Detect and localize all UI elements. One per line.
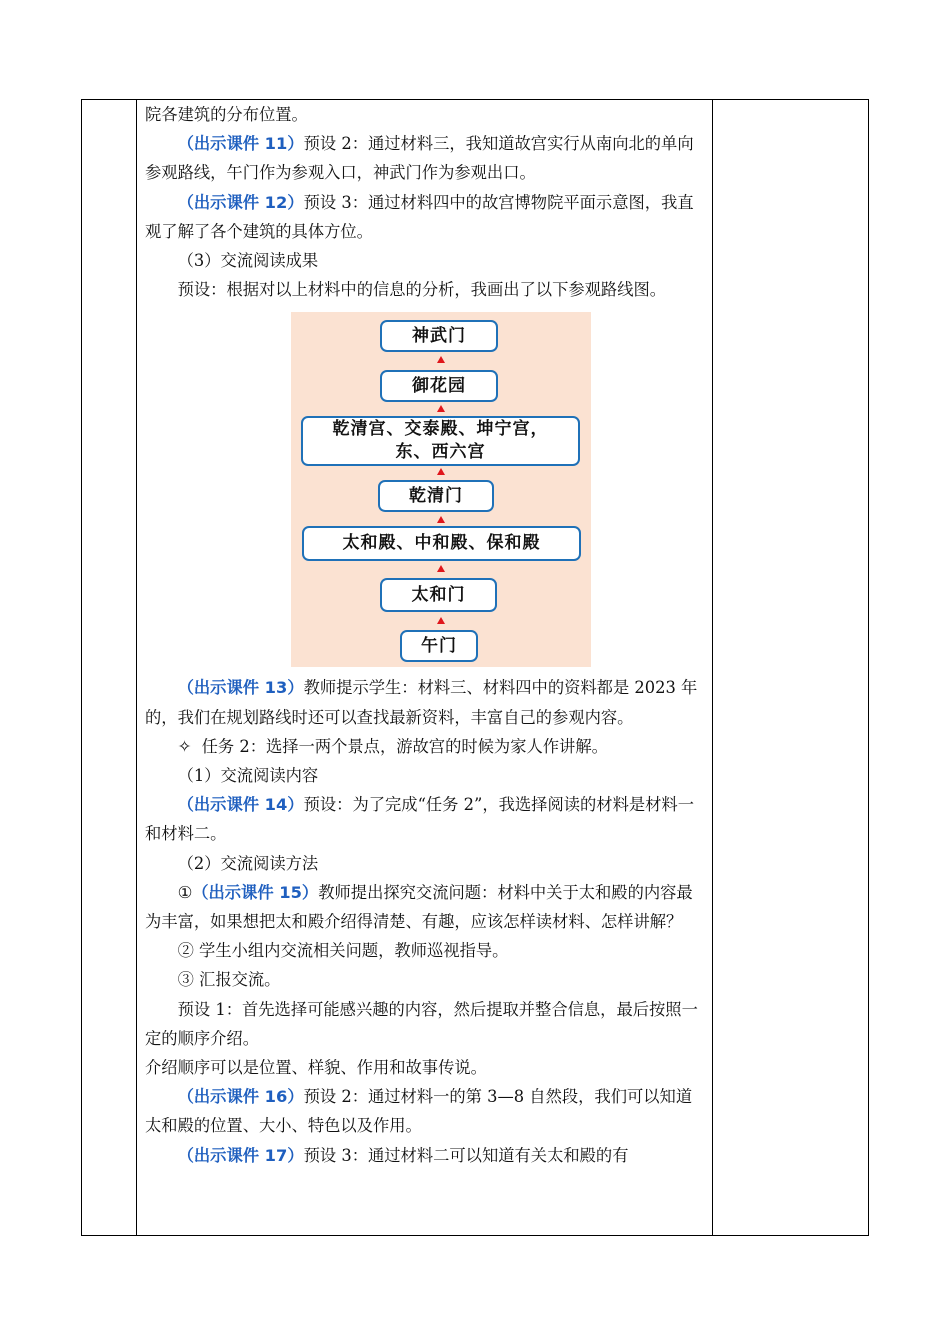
main-content-cell — [136, 100, 712, 1235]
paragraph: （2）交流阅读方法 — [177, 853, 319, 873]
route-diagram — [291, 312, 591, 667]
paragraph: （出示课件 14）预设：为了完成“任务 2”，我选择阅读的材料是材料一和材料二。 — [145, 795, 694, 844]
paragraph: （3）交流阅读成果 — [177, 251, 319, 271]
route-step-qianqingmen: 乾清门 — [378, 480, 494, 512]
route-arrow — [437, 468, 445, 475]
route-arrow — [437, 617, 445, 624]
courseware-tag: （出示课件 11） — [177, 134, 304, 154]
column-divider — [712, 100, 713, 1235]
paragraph: （出示课件 13）教师提示学生：材料三、材料四中的资料都是 2023 年的，我们在规划路线时还可以查找最新资料，丰富自己的参观内容。 — [145, 678, 698, 727]
paragraph: （出示课件 17）预设 3：通过材料二可以知道有关太和殿的有 — [177, 1145, 629, 1165]
route-step-wumen: 午门 — [400, 630, 478, 662]
paragraph: 介绍顺序可以是位置、样貌、作用和故事传说。 — [145, 1058, 487, 1078]
route-arrow — [437, 356, 445, 363]
route-step-three-halls: 太和殿、中和殿、保和殿 — [302, 526, 581, 561]
paragraph: 院各建筑的分布位置。 — [145, 105, 308, 124]
route-step-taihemen: 太和门 — [380, 578, 497, 612]
courseware-tag: （出示课件 13） — [177, 678, 304, 698]
courseware-tag: （出示课件 14） — [177, 795, 304, 815]
paragraph: （出示课件 16）预设 2：通过材料一的第 3—8 自然段，我们可以知道太和殿的位置、大小、特色以及作用。 — [145, 1087, 693, 1136]
lesson-plan-table — [81, 99, 869, 1236]
paragraph: 预设：根据对以上材料中的信息的分析，我画出了以下参观路线图。 — [177, 280, 667, 300]
lesson-text — [145, 100, 707, 1170]
paragraph: （出示课件 11）预设 2：通过材料三，我知道故宫实行从南向北的单向参观路线，午门作为参观入口，神武门作为参观出口。 — [145, 134, 694, 183]
paragraph: ② 学生小组内交流相关问题，教师巡视指导。 — [177, 941, 509, 961]
courseware-tag: （出示课件 16） — [177, 1087, 304, 1107]
courseware-tag: （出示课件 12） — [177, 192, 304, 212]
route-arrow — [437, 565, 445, 572]
courseware-tag: （出示课件 17） — [177, 1145, 304, 1165]
diamond-star-icon: ✧ — [177, 736, 192, 756]
route-step-yuhuayuan: 御花园 — [380, 370, 498, 402]
route-step-inner-palaces: 乾清宫、交泰殿、坤宁宫， 东、西六宫 — [301, 416, 580, 466]
paragraph: ①（出示课件 15）教师提出探究交流问题：材料中关于太和殿的内容最为丰富，如果想把太和殿介绍得清楚、有趣，应该怎样读材料、怎样讲解？ — [145, 882, 693, 932]
paragraph: （1）交流阅读内容 — [177, 766, 319, 786]
route-step-shenwumen: 神武门 — [380, 320, 498, 352]
paragraph: （出示课件 12）预设 3：通过材料四中的故宫博物院平面示意图，我直观了解了各个建筑的具体方位。 — [145, 192, 694, 241]
paragraph: 预设 1：首先选择可能感兴趣的内容，然后提取并整合信息，最后按照一定的顺序介绍。 — [145, 999, 698, 1048]
paragraph: ✧ 任务 2：选择一两个景点，游故宫的时候为家人作讲解。 — [177, 736, 608, 756]
route-arrow — [437, 405, 445, 412]
courseware-tag: （出示课件 15） — [192, 882, 319, 902]
paragraph: ③ 汇报交流。 — [177, 970, 281, 990]
route-arrow — [437, 516, 445, 523]
